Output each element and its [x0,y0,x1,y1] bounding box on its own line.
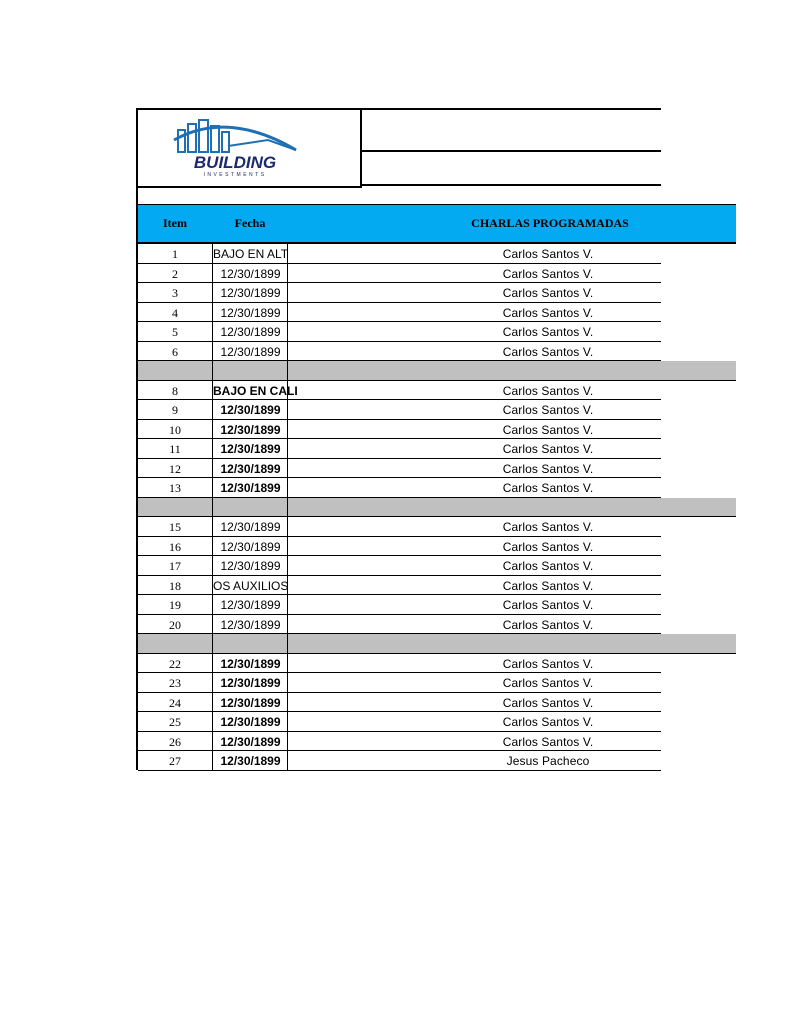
table-row [138,712,736,732]
cell-charla[interactable]: Carlos Santos V. [502,656,594,671]
cell-fecha[interactable] [213,361,288,380]
cell-charla[interactable]: Carlos Santos V. [502,559,594,573]
cell-fecha[interactable]: 12/30/1899 [220,539,281,554]
cell-item[interactable]: 13 [169,481,181,495]
cell-fecha[interactable]: 12/30/1899 [220,344,281,359]
table-row [138,381,736,401]
cell-charla[interactable]: Carlos Santos V. [502,461,594,476]
cell-item[interactable]: 23 [169,676,181,690]
cell-item[interactable] [138,634,212,653]
cell-item[interactable]: 1 [172,247,178,261]
table-row [138,342,736,362]
cell-item[interactable] [138,498,212,517]
cell-item[interactable]: 18 [169,578,181,593]
table-row [138,654,736,674]
cell-fecha[interactable]: 12/30/1899 [220,481,281,495]
cell-charla[interactable]: Carlos Santos V. [502,598,594,612]
cell-fecha[interactable] [213,634,288,653]
table-row [138,400,736,420]
cell-item[interactable]: 16 [169,539,181,554]
cell-fecha[interactable]: 12/30/1899 [220,403,281,417]
row-border [138,770,661,771]
cell-charla[interactable]: Carlos Santos V. [502,247,594,261]
cell-charla[interactable]: Carlos Santos V. [502,286,594,300]
cell-item[interactable]: 6 [172,344,178,359]
logo-cell [138,110,362,188]
table-row [138,576,736,596]
cell-charla[interactable]: Carlos Santos V. [502,617,594,632]
cell-item[interactable]: 11 [169,442,181,456]
cell-charla[interactable]: Jesus Pacheco [506,754,590,768]
logo-wordmark: BUILDING [193,153,277,172]
table-row [138,595,736,615]
cell-item[interactable]: 20 [169,617,181,632]
header-charlas: CHARLAS PROGRAMADAS [471,216,629,230]
table-row [138,537,736,557]
cell-item[interactable]: 2 [172,266,178,281]
cell-charla[interactable]: Carlos Santos V. [502,715,594,729]
cell-charla[interactable]: Carlos Santos V. [502,481,594,495]
cell-item[interactable]: 10 [169,422,181,437]
cell-item[interactable]: 17 [169,559,181,573]
cell-item[interactable]: 15 [169,520,181,534]
table-row [138,322,736,342]
building-logo [168,116,302,178]
table-row [138,693,736,713]
title-cell-bottom [362,184,661,186]
cell-fecha[interactable]: 12/30/1899 [220,695,281,710]
cell-fecha[interactable]: 12/30/1899 [220,305,281,320]
cell-charla[interactable]: Carlos Santos V. [502,305,594,320]
cell-charla[interactable]: Carlos Santos V. [502,442,594,456]
header-item: Item [163,216,187,230]
table-row [138,420,736,440]
cell-item[interactable]: 22 [169,656,181,671]
title-cell-divider [362,150,661,152]
table-row-separator [138,498,736,518]
cell-charla[interactable]: Carlos Santos V. [502,344,594,359]
table-row [138,732,736,752]
table-row [138,517,736,537]
cell-item[interactable]: 27 [169,754,181,768]
cell-charla[interactable]: Carlos Santos V. [502,422,594,437]
table-body [138,244,736,771]
table-row [138,439,736,459]
table-header-row [138,204,736,244]
cell-fecha[interactable]: 12/30/1899 [220,266,281,281]
cell-fecha[interactable]: 12/30/1899 [220,676,281,690]
cell-charla[interactable]: Carlos Santos V. [502,325,594,339]
header-fecha: Fecha [234,216,266,230]
cell-fecha[interactable]: 12/30/1899 [220,286,281,300]
cell-fecha[interactable]: 12/30/1899 [220,559,281,573]
cell-fecha[interactable]: 12/30/1899 [220,656,281,671]
table-row [138,303,736,323]
cell-charla[interactable]: Carlos Santos V. [502,734,594,749]
cell-item[interactable]: 25 [169,715,181,729]
cell-item[interactable]: 5 [172,325,178,339]
table-row [138,244,736,264]
cell-fecha[interactable]: 12/30/1899 [220,617,281,632]
cell-charla[interactable]: Carlos Santos V. [502,266,594,281]
cell-item[interactable]: 9 [172,403,178,417]
cell-fecha[interactable]: BAJO EN ALT [213,247,289,261]
table-row-separator [138,361,736,381]
cell-fecha[interactable]: 12/30/1899 [220,598,281,612]
table-row [138,283,736,303]
cell-charla[interactable] [288,361,808,380]
cell-fecha[interactable]: 12/30/1899 [220,461,281,476]
cell-charla[interactable] [288,634,808,653]
cell-item[interactable]: 24 [169,695,181,710]
table-row [138,459,736,479]
cell-fecha[interactable]: OS AUXILIOS [213,578,289,593]
cell-fecha[interactable]: BAJO EN CALI [213,383,298,398]
cell-fecha[interactable]: 12/30/1899 [220,734,281,749]
cell-item[interactable] [138,361,212,380]
table-row [138,478,736,498]
cell-charla[interactable] [288,498,808,517]
cell-fecha[interactable] [213,498,288,517]
cell-item[interactable]: 4 [172,305,178,320]
cell-charla[interactable]: Carlos Santos V. [502,578,594,593]
cell-fecha[interactable]: 12/30/1899 [220,754,281,768]
cell-item[interactable]: 26 [169,734,181,749]
cell-item[interactable]: 8 [172,383,178,398]
cell-item[interactable]: 12 [169,461,181,476]
cell-fecha[interactable]: 12/30/1899 [220,520,281,534]
cell-charla[interactable]: Carlos Santos V. [502,383,594,398]
table-row [138,673,736,693]
logo-subtitle: INVESTMENTS [203,172,267,178]
cell-charla[interactable]: Carlos Santos V. [502,676,594,690]
cell-charla[interactable]: Carlos Santos V. [502,695,594,710]
cell-fecha[interactable]: 12/30/1899 [220,422,281,437]
table-row [138,615,736,635]
cell-charla[interactable]: Carlos Santos V. [502,539,594,554]
cell-charla[interactable]: Carlos Santos V. [502,403,594,417]
cell-charla[interactable]: Carlos Santos V. [502,520,594,534]
cell-fecha[interactable]: 12/30/1899 [220,442,281,456]
cell-item[interactable]: 19 [169,598,181,612]
table-row-separator [138,634,736,654]
spreadsheet [136,108,736,772]
cell-fecha[interactable]: 12/30/1899 [220,715,281,729]
table-row [138,751,736,771]
table-row [138,264,736,284]
cell-item[interactable]: 3 [172,286,178,300]
cell-fecha[interactable]: 12/30/1899 [220,325,281,339]
table-row [138,556,736,576]
